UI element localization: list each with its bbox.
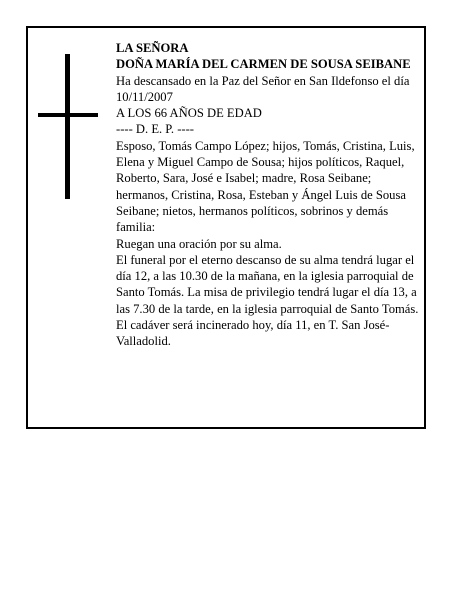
rip-line: ---- D. E. P. ---- <box>116 122 194 137</box>
obituary-notice <box>26 26 426 429</box>
deceased-name: DOÑA MARÍA DEL CARMEN DE SOUSA SEIBANE <box>116 57 411 72</box>
age-line: A LOS 66 AÑOS DE EDAD <box>116 106 262 121</box>
funeral-details: El funeral por el eterno descanso de su alma tendrá lugar el día 12, a las 10.30 de la mañana, en la iglesia parroquial de Santo Tomás. La misa de privilegio tendrá lugar el día 13, a las 7.30 de la tarde, en la iglesia parroquial de Santo Tomás. El cadáver será incinerado hoy, día 11, en T. San José-Valladolid. <box>116 252 419 349</box>
cross-icon <box>38 54 98 199</box>
cross-vertical-bar <box>65 54 70 199</box>
cross-horizontal-bar <box>38 113 98 117</box>
family-list: Esposo, Tomás Campo López; hijos, Tomás, Cristina, Luis, Elena y Miguel Campo de Sousa; hijos políticos, Raquel, Roberto, Sara, José e Isabel; madre, Rosa Seibane; hermanos, Cristina, Rosa, Esteban y Ángel Luis de Sousa Seibane; nietos, hermanos políticos, sobrinos y demás familia: <box>116 138 415 235</box>
prayer-request: Ruegan una oración por su alma. <box>116 236 282 251</box>
death-statement: Ha descansado en la Paz del Señor en San Ildefonso el día 10/11/2007 <box>116 73 410 104</box>
obituary-title: LA SEÑORA <box>116 41 189 55</box>
obituary-text <box>116 40 424 350</box>
